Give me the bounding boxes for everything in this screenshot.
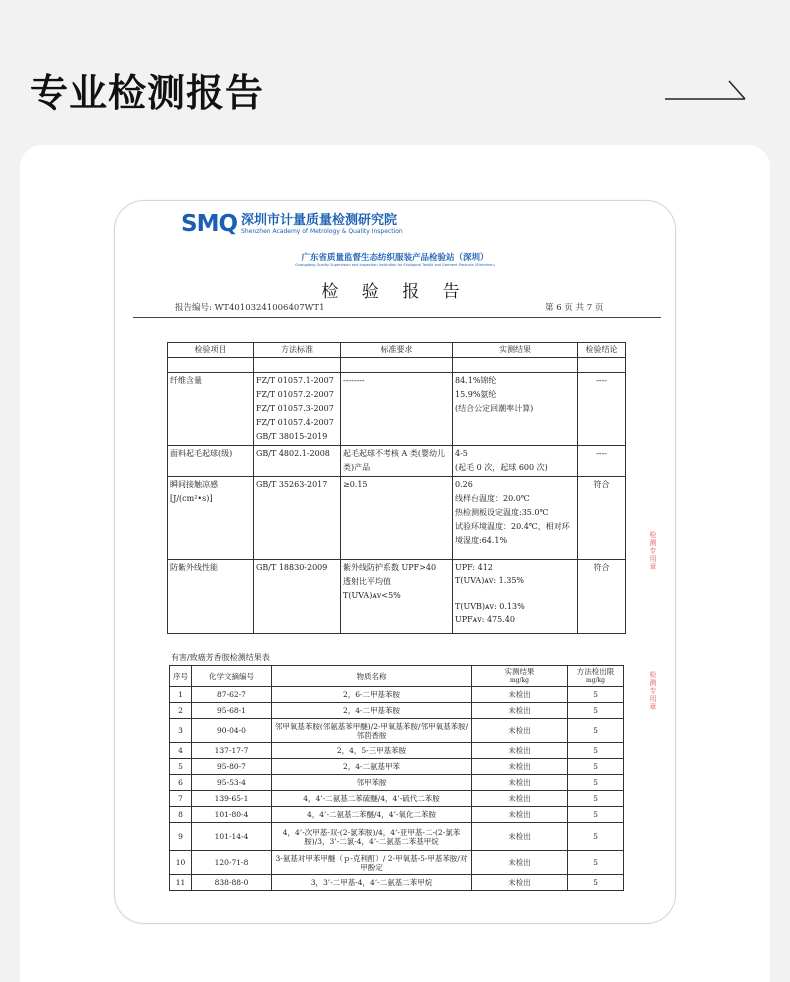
cas-number: 120-71-8	[192, 851, 272, 875]
detection-limit: 5	[568, 807, 624, 823]
detection-limit: 5	[568, 875, 624, 891]
inspection-stamp: 检测专用章	[649, 531, 657, 571]
col-header: 方法标准	[254, 343, 341, 358]
table-header-row	[168, 343, 626, 358]
row-index: 7	[170, 791, 192, 807]
test-item: 防紫外线性能	[168, 560, 254, 634]
substance-name: 3，3’-二甲基-4，4’-二氨基二苯甲烷	[272, 875, 472, 891]
detection-limit: 5	[568, 791, 624, 807]
report-document	[114, 200, 676, 924]
smq-logo-mark: SMQ	[181, 211, 238, 237]
substance-name: 2，4，5-三甲基苯胺	[272, 743, 472, 759]
table-row	[170, 851, 624, 875]
table-row	[170, 759, 624, 775]
row-index: 2	[170, 703, 192, 719]
report-title: 检 验 报 告	[321, 282, 469, 302]
col-header: 检验结论	[578, 343, 626, 358]
substance-name: 2，4-二甲基苯胺	[272, 703, 472, 719]
test-item: 瞬间接触凉感 [J/(cm²•s)]	[168, 477, 254, 560]
test-requirement: 紫外线防护系数 UPF>40 透射比平均值 T(UVA)ᴀᴠ<5%	[341, 560, 453, 634]
row-index: 6	[170, 775, 192, 791]
amine-results-table	[169, 665, 624, 891]
test-requirement: --------	[341, 373, 453, 446]
substance-name: 4，4’-二氨基二苯醚/4，4’-氧化二苯胺	[272, 807, 472, 823]
row-index: 4	[170, 743, 192, 759]
detection-limit: 5	[568, 759, 624, 775]
cas-number: 87-62-7	[192, 687, 272, 703]
test-result: 84.1%锦纶 15.9%氨纶 (结合公定回潮率计算)	[453, 373, 578, 446]
page-title: 专业检测报告	[30, 71, 265, 115]
test-conclusion: 符合	[578, 560, 626, 634]
row-index: 1	[170, 687, 192, 703]
measured-result: 未检出	[472, 851, 568, 875]
cas-number: 838-88-0	[192, 875, 272, 891]
col-header: 标准要求	[341, 343, 453, 358]
cas-number: 95-68-1	[192, 703, 272, 719]
table-row	[170, 687, 624, 703]
table-row	[168, 560, 626, 634]
substance-name: 2，4-二氨基甲苯	[272, 759, 472, 775]
table-row	[170, 743, 624, 759]
measured-result: 未检出	[472, 875, 568, 891]
substance-name: 4，4’-二氨基二苯硫醚/4，4’-硫代二苯胺	[272, 791, 472, 807]
row-index: 11	[170, 875, 192, 891]
test-requirement: ≥0.15	[341, 477, 453, 560]
table-row	[168, 446, 626, 477]
col-header-label: 方法检出限	[576, 667, 615, 676]
detection-limit: 5	[568, 743, 624, 759]
table-spacer-row	[168, 358, 626, 373]
table-row	[170, 807, 624, 823]
table-row	[168, 477, 626, 560]
table-row	[170, 775, 624, 791]
substance-name: 邻甲苯胺	[272, 775, 472, 791]
org-name-cn: 深圳市计量质量检测研究院	[241, 212, 398, 228]
test-result: UPF: 412 T(UVA)ᴀᴠ: 1.35% T(UVB)ᴀᴠ: 0.13% UPFᴀᴠ: 475.40	[453, 560, 578, 634]
col-header: 检验项目	[168, 343, 254, 358]
arrow-right-icon[interactable]	[665, 78, 747, 104]
detection-limit: 5	[568, 775, 624, 791]
cas-number: 139-65-1	[192, 791, 272, 807]
test-conclusion: 符合	[578, 477, 626, 560]
station-name-en: Guangdong Quality Supervision and Inspection Institution for Ecological Textile and Garment Products (Shenzhen)	[295, 263, 495, 267]
measured-result: 未检出	[472, 823, 568, 851]
cas-number: 95-80-7	[192, 759, 272, 775]
col-header: 序号	[170, 666, 192, 687]
substance-name: 3-氨基对甲苯甲醚（ｐ-克利酊）/ 2-甲氧基-5-甲基苯胺/对甲酚定	[272, 851, 472, 875]
col-header	[472, 666, 568, 687]
cas-number: 101-14-4	[192, 823, 272, 851]
row-index: 5	[170, 759, 192, 775]
test-item: 面料起毛起球(级)	[168, 446, 254, 477]
table-row	[170, 719, 624, 743]
substance-name: 2，6-二甲基苯胺	[272, 687, 472, 703]
col-header: 实测结果	[453, 343, 578, 358]
measured-result: 未检出	[472, 807, 568, 823]
measured-result: 未检出	[472, 791, 568, 807]
detection-limit: 5	[568, 703, 624, 719]
table-row	[170, 791, 624, 807]
row-index: 3	[170, 719, 192, 743]
col-header: 物质名称	[272, 666, 472, 687]
org-logo	[181, 211, 403, 237]
measured-result: 未检出	[472, 719, 568, 743]
test-requirement: 起毛起球不考核 A 类(婴幼儿类)产品	[341, 446, 453, 477]
test-method: GB/T 4802.1-2008	[254, 446, 341, 477]
measured-result: 未检出	[472, 687, 568, 703]
amine-table-caption: 有害/致癌芳香胺检测结果表	[171, 653, 270, 662]
test-method: GB/T 18830-2009	[254, 560, 341, 634]
unit-label: mg/kg	[509, 677, 530, 684]
table-row	[170, 823, 624, 851]
report-number: 报告编号: WT40103241006407WT1	[175, 303, 325, 313]
col-header: 化学文摘编号	[192, 666, 272, 687]
measured-result: 未检出	[472, 743, 568, 759]
inspection-stamp: 检测专用章	[649, 671, 657, 711]
detection-limit: 5	[568, 687, 624, 703]
unit-label: mg/kg	[585, 677, 606, 684]
cas-number: 101-80-4	[192, 807, 272, 823]
row-index: 8	[170, 807, 192, 823]
test-conclusion: ----	[578, 373, 626, 446]
detection-limit: 5	[568, 823, 624, 851]
measured-result: 未检出	[472, 703, 568, 719]
test-conclusion: ----	[578, 446, 626, 477]
cas-number: 95-53-4	[192, 775, 272, 791]
header-divider	[133, 317, 661, 318]
page-number: 第 6 页 共 7 页	[545, 303, 604, 313]
row-index: 10	[170, 851, 192, 875]
table-row	[168, 373, 626, 446]
col-header	[568, 666, 624, 687]
measured-result: 未检出	[472, 775, 568, 791]
org-name-en: Shenzhen Academy of Metrology & Quality Inspection	[241, 227, 403, 235]
substance-name: 4，4’-次甲基-双-(2-氯苯胺)/4，4’-亚甲基-二-(2-氯苯胺)/3，3’-二氯-4，4’-二氨基二苯基甲烷	[272, 823, 472, 851]
substance-name: 邻甲氧基苯胺(邻氨基苯甲醚)/2-甲氧基苯胺/邻甲氧基苯胺/邻茴香胺	[272, 719, 472, 743]
detection-limit: 5	[568, 851, 624, 875]
table-header-row	[170, 666, 624, 687]
detection-limit: 5	[568, 719, 624, 743]
test-result: 4-5 (起毛 0 次，起球 600 次)	[453, 446, 578, 477]
table-row	[170, 875, 624, 891]
cas-number: 90-04-0	[192, 719, 272, 743]
test-results-table	[167, 342, 626, 634]
test-item: 纤维含量	[168, 373, 254, 446]
test-result: 0.26 线样台温度：20.0℃ 热检测板设定温度:35.0℃ 试验环境温度：20.4℃，相对环境湿度:64.1%	[453, 477, 578, 560]
col-header-label: 实测结果	[504, 667, 535, 676]
station-name-cn: 广东省质量监督生态纺织服装产品检验站（深圳）	[301, 253, 489, 263]
row-index: 9	[170, 823, 192, 851]
test-method: GB/T 35263-2017	[254, 477, 341, 560]
measured-result: 未检出	[472, 759, 568, 775]
test-method: FZ/T 01057.1-2007 FZ/T 01057.2-2007 FZ/T 01057.3-2007 FZ/T 01057.4-2007 GB/T 38015-2019	[254, 373, 341, 446]
cas-number: 137-17-7	[192, 743, 272, 759]
table-row	[170, 703, 624, 719]
